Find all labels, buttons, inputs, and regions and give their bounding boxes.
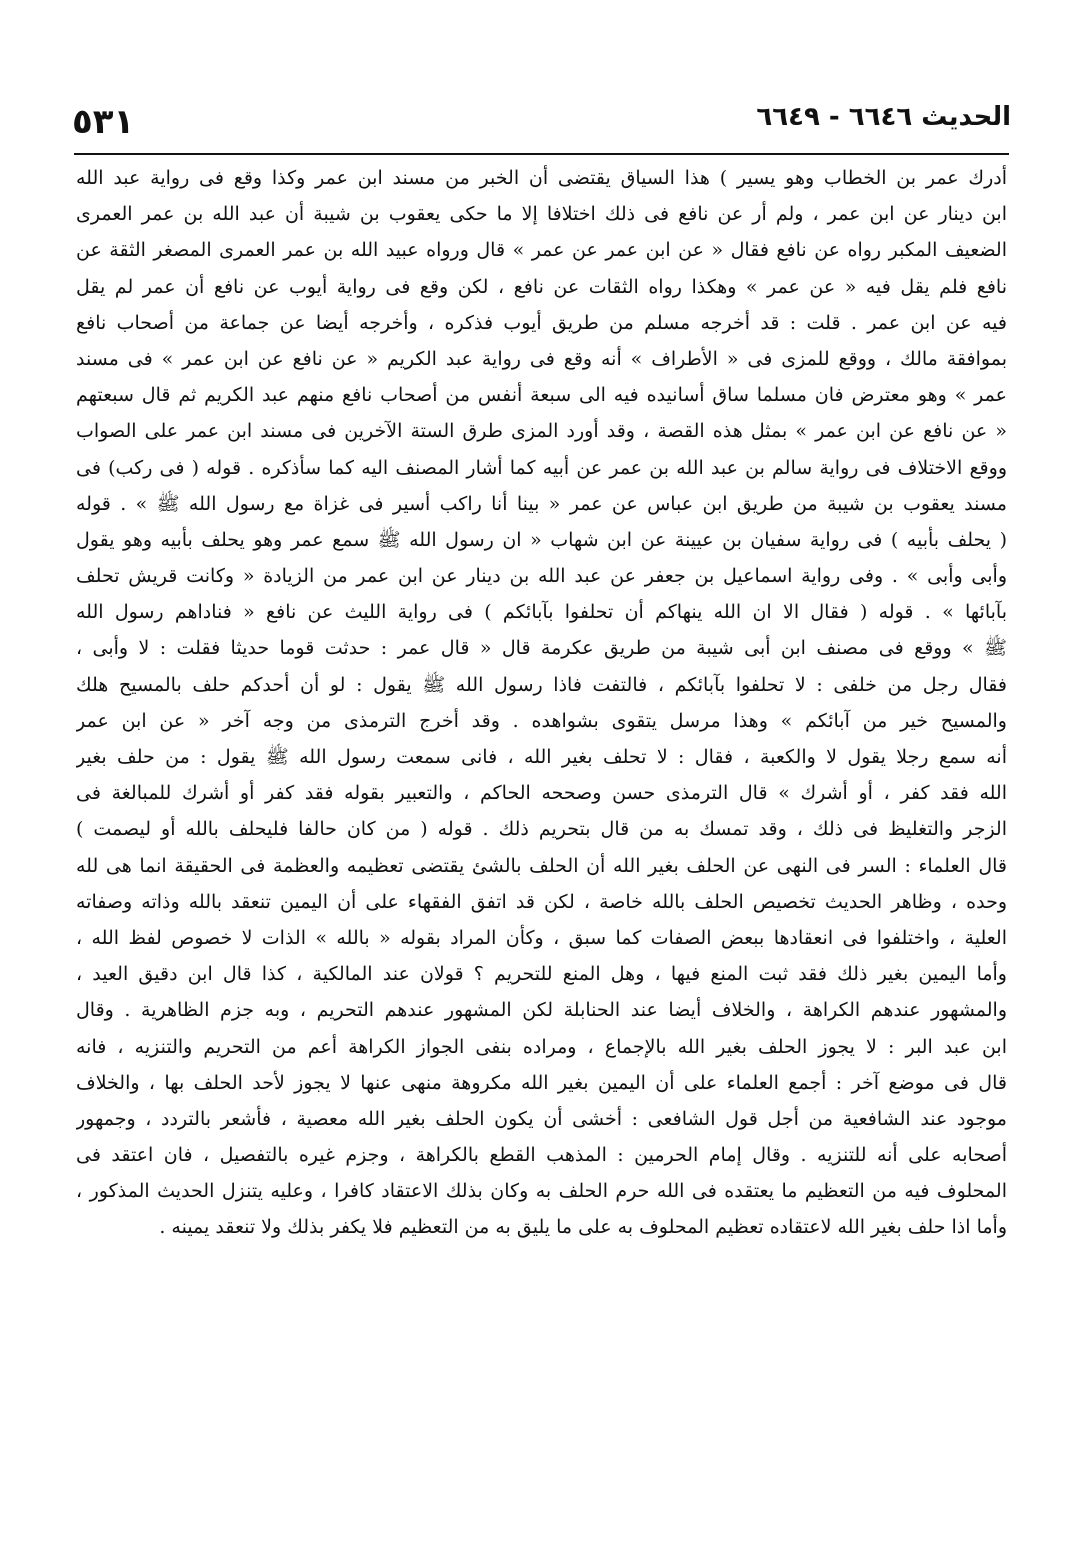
text-line: أنه سمع رجلا يقول لا والكعبة ، فقال : لا تحلف بغير الله ، فانى سمعت رسول الله ﷺ يقول : من حلف بغير bbox=[76, 746, 1007, 768]
text-line: الضعيف المكبر رواه عن نافع فقال « عن ابن عمر عن عمر » قال ورواه عبيد الله بن عمر العمرى المصغر الثقة عن bbox=[76, 239, 1007, 262]
text-line: ابن عبد البر : لا يجوز الحلف بغير الله بالإجماع ، ومراده بنفى الجواز الكراهة أعم من التحريم والتنزيه ، فانه bbox=[76, 1035, 1007, 1058]
page-number: ٥٣١ bbox=[72, 102, 135, 142]
body-text bbox=[76, 160, 1007, 1246]
text-line: ووقع الاختلاف فى رواية سالم بن عبد الله بن عمر عن أبيه كما أشار المصنف اليه كما سأذكره . قوله ( فى ركب) فى bbox=[76, 456, 1007, 479]
text-line: الزجر والتغليظ فى ذلك ، وقد تمسك به من قال بتحريم ذلك . قوله ( من كان حالفا فليحلف بالله أو ليصمت ) bbox=[76, 818, 1007, 841]
text-line: الله فقد كفر ، أو أشرك » قال الترمذى حسن وصححه الحاكم ، والتعبير بقوله فقد كفر أو أشرك للمبالغة فى bbox=[76, 782, 1007, 805]
text-line: نافع فلم يقل فيه « عن عمر » وهكذا رواه الثقات عن نافع ، لكن وقع فى رواية أيوب عن نافع أن عمر لم يقل bbox=[76, 275, 1007, 298]
text-line: مسند يعقوب بن شيبة من طريق ابن عباس عن عمر « بينا أنا راكب أسير فى غزاة مع رسول الله ﷺ » . قوله bbox=[76, 492, 1007, 515]
text-line: قال فى موضع آخر : أجمع العلماء على أن اليمين بغير الله مكروهة منهى عنها لا يجوز لأحد الحلف بها ، والخلاف bbox=[76, 1071, 1007, 1094]
text-line: ﷺ » ووقع فى مصنف ابن أبى شيبة من طريق عكرمة قال « قال عمر : حدثت قوما حديثا فقلت : لا وأبى ، bbox=[76, 637, 1007, 660]
text-line: وأبى وأبى » . وفى رواية اسماعيل بن جعفر عن عبد الله بن دينار عن ابن عمر من الزيادة « وكانت قريش تحلف bbox=[76, 565, 1007, 588]
text-line: أصحابه على أنه للتنزيه . وقال إمام الحرمين : المذهب القطع بالكراهة ، وجزم غيره بالتفصيل ، فان اعتقد فى bbox=[76, 1144, 1007, 1167]
text-line: قال العلماء : السر فى النهى عن الحلف بغير الله أن الحلف بالشئ يقتضى تعظيمه والعظمة فى الحقيقة انما هى لله bbox=[76, 854, 1007, 877]
text-line: بآبائها » . قوله ( فقال الا ان الله ينهاكم أن تحلفوا بآبائكم ) فى رواية الليث عن نافع « فناداهم رسول الله bbox=[76, 601, 1007, 624]
text-line: بموافقة مالك ، ووقع للمزى فى « الأطراف » أنه وقع فى رواية عبد الكريم « عن نافع عن ابن عمر » فى مسند bbox=[76, 347, 1007, 370]
text-line: المحلوف فيه من التعظيم ما يعتقده فى الله حرم الحلف به وكان بذلك الاعتقاد كافرا ، وعليه يتنزل الحديث المذكور ، bbox=[76, 1180, 1007, 1203]
page-header bbox=[72, 100, 1011, 150]
text-line: موجود عند الشافعية من أجل قول الشافعى : أخشى أن يكون الحلف بغير الله معصية ، فأشعر بالتردد ، وجمهور bbox=[76, 1107, 1007, 1130]
text-line: ( يحلف بأبيه ) فى رواية سفيان بن عيينة عن ابن شهاب « ان رسول الله ﷺ سمع عمر وهو يحلف بأبيه وهو يقول bbox=[76, 528, 1007, 551]
text-line: والمشهور عندهم الكراهة ، والخلاف أيضا عند الحنابلة لكن المشهور عندهم التحريم ، وبه جزم الظاهرية . وقال bbox=[76, 999, 1007, 1022]
text-line: وأما اذا حلف بغير الله لاعتقاده تعظيم المحلوف به على ما يليق به من التعظيم فلا يكفر بذلك ولا تنعقد يمينه . bbox=[159, 1216, 1007, 1239]
text-line: والمسيح خير من آبائكم » وهذا مرسل يتقوى بشواهده . وقد أخرج الترمذى من وجه آخر « عن ابن عمر bbox=[76, 709, 1007, 732]
text-line: وحده ، وظاهر الحديث تخصيص الحلف بالله خاصة ، لكن قد اتفق الفقهاء على أن اليمين تنعقد بالله وذاته وصفاته bbox=[76, 890, 1007, 913]
text-line: فقال رجل من خلفى : لا تحلفوا بآبائكم ، فالتفت فاذا رسول الله ﷺ يقول : لو أن أحدكم حلف بالمسيح هلك bbox=[76, 673, 1007, 696]
header-rule bbox=[74, 153, 1009, 155]
text-line: عمر » وهو معترض فان مسلما ساق أسانيده فيه الى سبعة أنفس من أصحاب نافع منهم عبد الكريم ثم قال سبعتهم bbox=[76, 384, 1007, 407]
text-line: « عن نافع عن ابن عمر » بمثل هذه القصة ، وقد أورد المزى طرق الستة الآخرين فى مسند ابن عمر على الصواب bbox=[76, 420, 1007, 443]
text-line: فيه عن ابن عمر . قلت : قد أخرجه مسلم من طريق أيوب فذكره ، وأخرجه أيضا عن جماعة من أصحاب نافع bbox=[76, 311, 1007, 334]
text-line: ابن دينار عن ابن عمر ، ولم أر عن نافع فى ذلك اختلافا إلا ما حكى يعقوب بن شيبة أن عبد الله بن عمر العمرى bbox=[76, 203, 1007, 226]
text-line: العلية ، واختلفوا فى انعقادها ببعض الصفات كما سبق ، وكأن المراد بقوله « بالله » الذات لا خصوص لفظ الله ، bbox=[76, 926, 1007, 949]
text-line: أدرك عمر بن الخطاب وهو يسير ) هذا السياق يقتضى أن الخبر من مسند ابن عمر وكذا وقع فى رواية عبد الله bbox=[76, 167, 1007, 189]
text-line: وأما اليمين بغير ذلك فقد ثبت المنع فيها ، وهل المنع للتحريم ؟ قولان عند المالكية ، كذا قال ابن دقيق العيد ، bbox=[76, 963, 1007, 986]
running-head: الحديث ٦٦٤٦ - ٦٦٤٩ bbox=[756, 102, 1011, 132]
